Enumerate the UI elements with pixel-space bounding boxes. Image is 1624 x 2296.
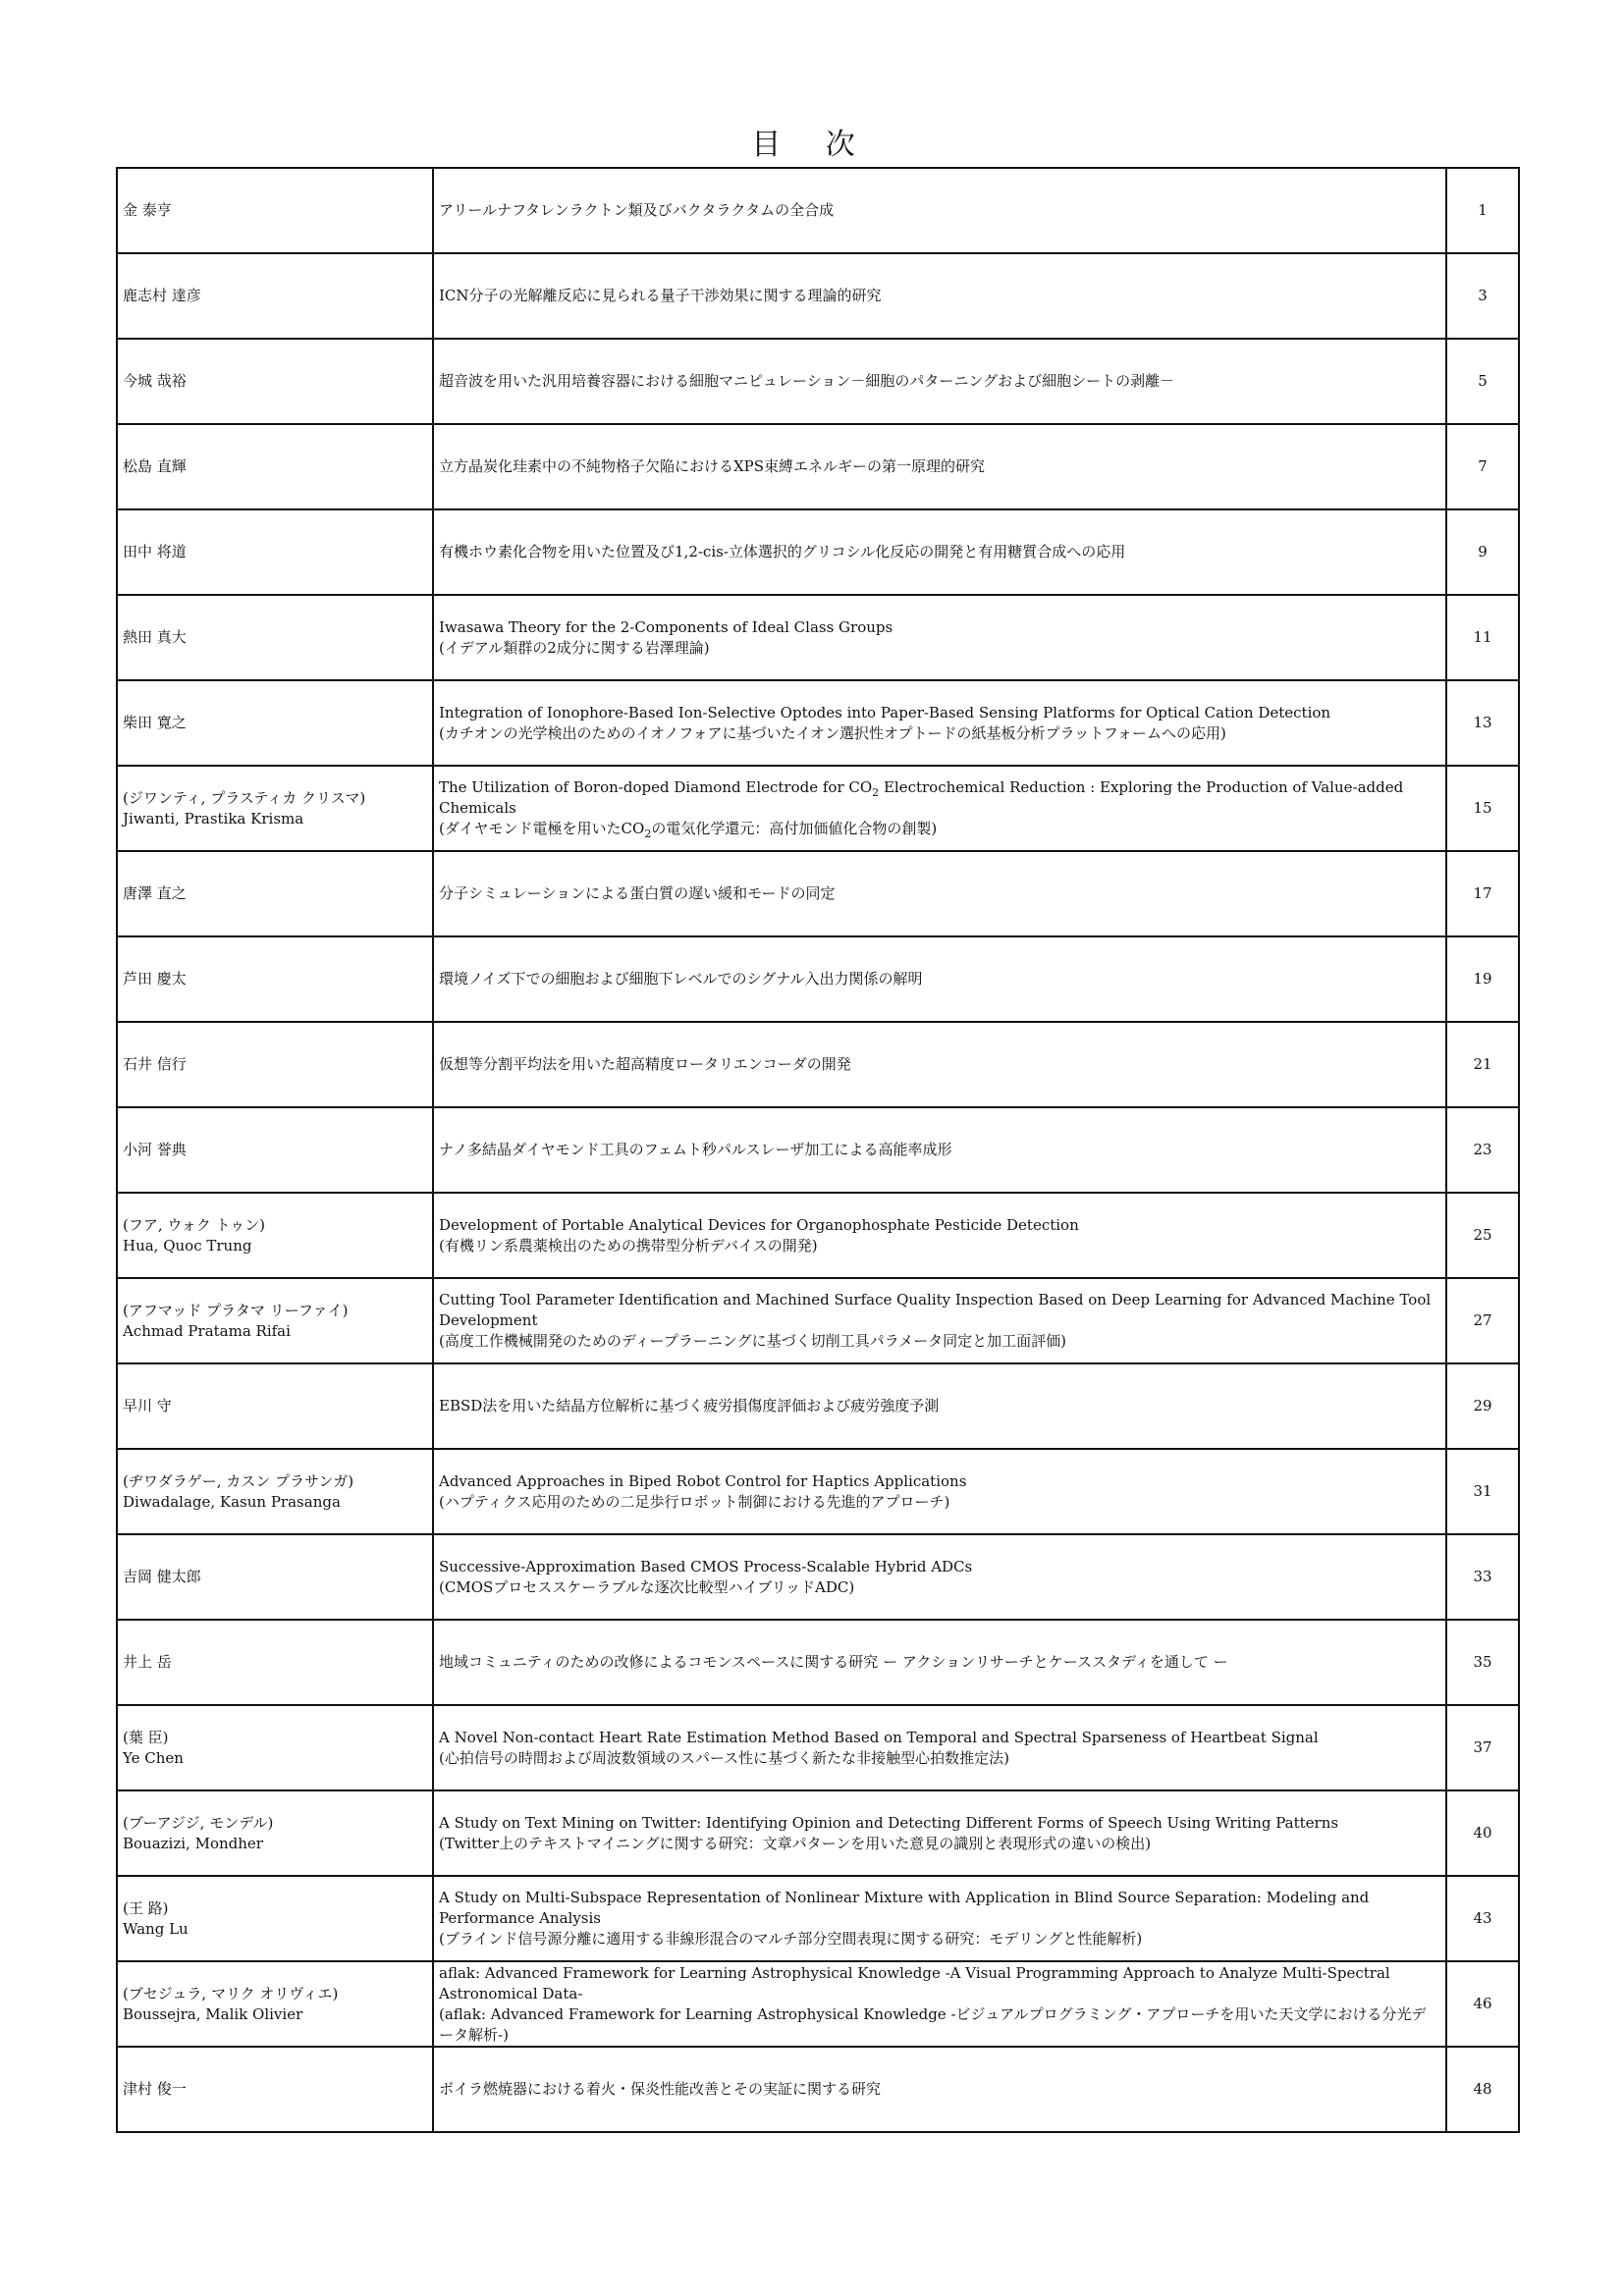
thesis-title: Successive-Approximation Based CMOS Process-Scalable Hybrid ADCs	[439, 1557, 973, 1575]
thesis-title: A Study on Text Mining on Twitter: Identifying Opinion and Detecting Different Forms of Speech Using Writing Patterns	[439, 1813, 1339, 1832]
author-name: 柴田 寛之	[123, 714, 187, 731]
author-name: (ジワンティ, プラスティカ クリスマ)	[123, 788, 366, 807]
author-name: Wang Lu	[123, 1919, 189, 1938]
author-name: (ブセジュラ, マリク オリヴィエ)	[123, 1984, 339, 2002]
page-number: 35	[1446, 1620, 1519, 1705]
thesis-title: (心拍信号の時間および周波数領域のスパース性に基づく新たな非接触型心拍数推定法)	[439, 1748, 1009, 1767]
thesis-title: Development of Portable Analytical Devices for Organophosphate Pesticide Detection	[439, 1215, 1079, 1234]
title-cell	[433, 339, 1446, 424]
title-cell	[433, 1363, 1446, 1449]
thesis-title: 地域コミュニティのための改修によるコモンスペースに関する研究 ー アクションリサーチとケーススタディを通して ー	[439, 1653, 1228, 1671]
page-number: 25	[1446, 1193, 1519, 1278]
author-cell	[117, 509, 433, 595]
author-name: Ye Chen	[123, 1748, 184, 1767]
title-cell	[433, 766, 1446, 851]
thesis-title: (CMOSプロセススケーラブルな逐次比較型ハイブリッドADC)	[439, 1577, 855, 1596]
page-number: 40	[1446, 1790, 1519, 1876]
author-name: (王 路)	[123, 1898, 169, 1917]
author-cell	[117, 766, 433, 851]
title-cell	[433, 1278, 1446, 1363]
author-name: Boussejra, Malik Olivier	[123, 2004, 303, 2023]
toc-row	[117, 1790, 1519, 1876]
author-cell	[117, 1107, 433, 1193]
author-name: 唐澤 直之	[123, 884, 187, 902]
author-name: 吉岡 健太郎	[123, 1568, 201, 1585]
title-cell	[433, 168, 1446, 253]
thesis-title: A Study on Multi-Subspace Representation of Nonlinear Mixture with Application in Blind Source Separation: Modeling and Performance Analysis	[439, 1889, 1370, 1927]
thesis-title: 分子シミュレーションによる蛋白質の遅い緩和モードの同定	[439, 884, 836, 902]
page-title: 目 次	[751, 128, 873, 162]
page-number: 17	[1446, 851, 1519, 936]
author-name: (ブーアジジ, モンデル)	[123, 1813, 274, 1832]
page-number: 1	[1446, 168, 1519, 253]
thesis-title: 仮想等分割平均法を用いた超高精度ロータリエンコーダの開発	[439, 1055, 851, 1073]
author-cell	[117, 1193, 433, 1278]
author-name: Jiwanti, Prastika Krisma	[123, 809, 304, 828]
thesis-title: aflak: Advanced Framework for Learning Astrophysical Knowledge -A Visual Programming Approach to Analyze Multi-Spectral Astronomical Data-	[439, 1963, 1390, 2002]
author-cell	[117, 1363, 433, 1449]
title-cell	[433, 509, 1446, 595]
title-cell	[433, 1961, 1446, 2047]
thesis-title: 超音波を用いた汎用培養容器における細胞マニピュレーション－細胞のパターニングおよび細胞シートの剥離－	[439, 372, 1175, 390]
thesis-title: 環境ノイズ下での細胞および細胞下レベルでのシグナル入出力関係の解明	[439, 970, 923, 988]
page-number: 19	[1446, 936, 1519, 1022]
thesis-title: (有機リン系農薬検出のための携帯型分析デバイスの開発)	[439, 1236, 818, 1255]
toc-row	[117, 1705, 1519, 1790]
page-number: 27	[1446, 1278, 1519, 1363]
title-cell	[433, 2047, 1446, 2132]
thesis-title: ICN分子の光解離反応に見られる量子干渉効果に関する理論的研究	[439, 287, 882, 304]
author-cell	[117, 936, 433, 1022]
author-name: 金 泰亨	[123, 201, 172, 219]
thesis-title: 立方晶炭化珪素中の不純物格子欠陥におけるXPS束縛エネルギーの第一原理的研究	[439, 457, 986, 475]
thesis-title: (aflak: Advanced Framework for Learning Astrophysical Knowledge -ビジュアルプログラミング・アプローチを用いた天文学における分光データ解析-)	[439, 2004, 1427, 2044]
toc-table	[116, 167, 1520, 2133]
author-cell	[117, 1022, 433, 1107]
thesis-title: Iwasawa Theory for the 2-Components of Ideal Class Groups	[439, 617, 893, 636]
thesis-title: ボイラ燃焼器における着火・保炎性能改善とその実証に関する研究	[439, 2080, 882, 2098]
toc-row	[117, 424, 1519, 509]
thesis-title: EBSD法を用いた結晶方位解析に基づく疲労損傷度評価および疲労強度予測	[439, 1397, 940, 1415]
page-number: 5	[1446, 339, 1519, 424]
title-cell	[433, 680, 1446, 766]
title-cell	[433, 1107, 1446, 1193]
page-number: 46	[1446, 1961, 1519, 2047]
toc-row	[117, 1876, 1519, 1961]
title-cell	[433, 1534, 1446, 1620]
author-name: Bouazizi, Mondher	[123, 1834, 263, 1852]
toc-row	[117, 1534, 1519, 1620]
author-cell	[117, 1449, 433, 1534]
author-cell	[117, 1876, 433, 1961]
author-name: 鹿志村 達彦	[123, 287, 201, 304]
author-cell	[117, 168, 433, 253]
author-name: (葉 臣)	[123, 1728, 169, 1746]
title-cell	[433, 1193, 1446, 1278]
title-cell	[433, 1620, 1446, 1705]
page-number: 48	[1446, 2047, 1519, 2132]
author-cell	[117, 680, 433, 766]
author-cell	[117, 1278, 433, 1363]
toc-row	[117, 1278, 1519, 1363]
toc-row	[117, 168, 1519, 253]
page-number: 43	[1446, 1876, 1519, 1961]
toc-row	[117, 2047, 1519, 2132]
toc-row	[117, 253, 1519, 339]
page-number: 21	[1446, 1022, 1519, 1107]
author-cell	[117, 1534, 433, 1620]
author-name: (フア, ウォク トゥン)	[123, 1215, 266, 1234]
title-cell	[433, 851, 1446, 936]
toc-row	[117, 936, 1519, 1022]
page-number: 9	[1446, 509, 1519, 595]
author-name: Hua, Quoc Trung	[123, 1236, 252, 1255]
author-cell	[117, 1790, 433, 1876]
page-number: 37	[1446, 1705, 1519, 1790]
thesis-title: 有機ホウ素化合物を用いた位置及び1,2-cis-立体選択的グリコシル化反応の開発と有用糖質合成への応用	[439, 543, 1126, 561]
thesis-title: (カチオンの光学検出のためのイオノフォアに基づいたイオン選択性オプトードの紙基板分析プラットフォームへの応用)	[439, 723, 1226, 742]
thesis-title: The Utilization of Boron-doped Diamond Electrode for $CO_2$ Electrochemical Reduction : Exploring the Production of Value-added Chemicals	[439, 778, 1404, 817]
thesis-title: アリールナフタレンラクトン類及びバクタラクタムの全合成	[439, 201, 835, 219]
toc-row	[117, 851, 1519, 936]
title-cell	[433, 1022, 1446, 1107]
page-number: 11	[1446, 595, 1519, 680]
author-cell	[117, 1705, 433, 1790]
toc-row	[117, 339, 1519, 424]
page-number: 15	[1446, 766, 1519, 851]
thesis-title: (ブラインド信号源分離に適用する非線形混合のマルチ部分空間表現に関する研究：モデリングと性能解析)	[439, 1930, 1143, 1948]
author-name: 松島 直輝	[123, 457, 187, 475]
author-name: (ヂワダラゲー, カスン プラサンガ)	[123, 1471, 354, 1490]
author-name: 今城 哉裕	[123, 372, 187, 390]
title-cell	[433, 424, 1446, 509]
title-cell	[433, 1449, 1446, 1534]
thesis-title: Cutting Tool Parameter Identification and Machined Surface Quality Inspection Based on Deep Learning for Advanced Machine Tool Development	[439, 1291, 1432, 1329]
author-name: 田中 将道	[123, 543, 187, 561]
toc-row	[117, 1449, 1519, 1534]
author-name: 津村 俊一	[123, 2080, 187, 2098]
author-name: 石井 信行	[123, 1055, 187, 1073]
author-cell	[117, 2047, 433, 2132]
title-cell	[433, 595, 1446, 680]
page-number: 31	[1446, 1449, 1519, 1534]
author-name: 早川 守	[123, 1397, 172, 1415]
page-number: 23	[1446, 1107, 1519, 1193]
author-cell	[117, 851, 433, 936]
title-cell	[433, 936, 1446, 1022]
author-cell	[117, 424, 433, 509]
toc-row	[117, 1363, 1519, 1449]
page-number: 29	[1446, 1363, 1519, 1449]
toc-body	[117, 168, 1519, 2132]
title-cell	[433, 253, 1446, 339]
author-cell	[117, 1620, 433, 1705]
author-name: 熱田 真大	[123, 628, 187, 646]
page-number: 7	[1446, 424, 1519, 509]
thesis-title: (イデアル類群の2成分に関する岩澤理論)	[439, 638, 710, 657]
toc-row	[117, 595, 1519, 680]
author-name: 小河 誉典	[123, 1141, 187, 1158]
author-name: 井上 岳	[123, 1653, 172, 1671]
author-cell	[117, 1961, 433, 2047]
author-name: 芦田 慶太	[123, 970, 187, 988]
author-name: Diwadalage, Kasun Prasanga	[123, 1492, 341, 1511]
toc-row	[117, 1107, 1519, 1193]
author-cell	[117, 595, 433, 680]
title-cell	[433, 1705, 1446, 1790]
thesis-title: ナノ多結晶ダイヤモンド工具のフェムト秒パルスレーザ加工による高能率成形	[439, 1141, 952, 1158]
thesis-title: (Twitter上のテキストマイニングに関する研究：文章パターンを用いた意見の識別と表現形式の違いの検出)	[439, 1834, 1152, 1852]
thesis-title: (高度工作機械開発のためのディープラーニングに基づく切削工具パラメータ同定と加工面評価)	[439, 1332, 1067, 1350]
toc-row	[117, 680, 1519, 766]
page-number: 33	[1446, 1534, 1519, 1620]
toc-row	[117, 1193, 1519, 1278]
toc-row	[117, 1022, 1519, 1107]
thesis-title: Integration of Ionophore-Based Ion-Selective Optodes into Paper-Based Sensing Platforms for Optical Cation Detection	[439, 703, 1331, 721]
author-name: (アフマッド プラタマ リーファイ)	[123, 1301, 349, 1319]
thesis-title: A Novel Non-contact Heart Rate Estimation Method Based on Temporal and Spectral Sparseness of Heartbeat Signal	[439, 1728, 1319, 1746]
title-cell	[433, 1876, 1446, 1961]
author-cell	[117, 253, 433, 339]
thesis-title: Advanced Approaches in Biped Robot Control for Haptics Applications	[439, 1471, 967, 1490]
author-cell	[117, 339, 433, 424]
page-number: 13	[1446, 680, 1519, 766]
title-cell	[433, 1790, 1446, 1876]
page-number: 3	[1446, 253, 1519, 339]
toc-row	[117, 766, 1519, 851]
thesis-title: (ダイヤモンド電極を用いた$CO_2$の電気化学還元：高付加価値化合物の創製)	[439, 820, 938, 840]
toc-row	[117, 1620, 1519, 1705]
author-name: Achmad Pratama Rifai	[123, 1321, 291, 1340]
toc-row	[117, 1961, 1519, 2047]
toc-row	[117, 509, 1519, 595]
thesis-title: (ハプティクス応用のための二足歩行ロボット制御における先進的アプローチ)	[439, 1492, 950, 1511]
